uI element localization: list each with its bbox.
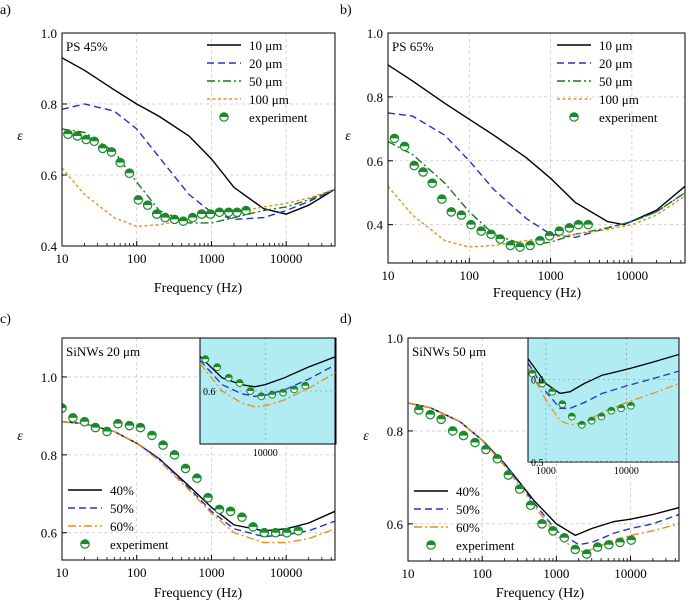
panel-b — [340, 3, 685, 301]
y-tick-label: 1.0 — [40, 369, 57, 385]
y-tick-label: 0.8 — [366, 89, 383, 105]
x-tick-label: 100 — [126, 565, 147, 580]
y-tick-label: 0.4 — [366, 217, 383, 233]
panel-d — [340, 312, 679, 600]
series-line-10-m — [388, 65, 685, 225]
x-axis-label: Frequency (Hz) — [492, 286, 582, 301]
x-tick-label: 100 — [472, 566, 492, 581]
x-tick-label: 1000 — [543, 566, 570, 581]
y-axis-label: ε — [363, 429, 369, 444]
legend-label: 60% — [456, 520, 480, 535]
legend-label: 10 μm — [249, 38, 283, 53]
panel-annotation: PS 45% — [66, 39, 108, 54]
legend-label: experiment — [249, 110, 308, 125]
series-line-50-m — [388, 142, 685, 246]
legend — [414, 484, 515, 553]
legend-label: 20 μm — [249, 56, 283, 71]
legend-label: 10 μm — [599, 38, 633, 53]
legend-label: 50 μm — [599, 74, 633, 89]
legend-label: 20 μm — [599, 56, 633, 71]
legend-label: 40% — [456, 484, 480, 499]
plot-frame — [388, 33, 685, 263]
x-tick-label: 10000 — [269, 251, 303, 266]
panel-label: c) — [0, 312, 11, 327]
legend-label: 50 μm — [249, 74, 283, 89]
legend — [68, 483, 169, 552]
x-tick-label: 10 — [55, 565, 69, 580]
legend-label: experiment — [456, 538, 515, 553]
inset-y-tick-label: 0.5 — [531, 458, 544, 469]
x-tick-label: 10 — [381, 268, 395, 283]
inset-background — [528, 338, 679, 462]
inset-x-tick-label: 1000 — [535, 466, 556, 477]
inset-y-tick-label: 0.6 — [531, 375, 544, 387]
legend-label: 60% — [110, 519, 134, 534]
legend-label: 50% — [110, 501, 134, 516]
panel-a — [0, 3, 335, 296]
y-tick-label: 1.0 — [40, 26, 57, 41]
plot-area — [62, 58, 335, 227]
x-tick-label: 10 — [401, 566, 415, 581]
x-tick-label: 10000 — [615, 268, 649, 283]
y-tick-label: 1.0 — [366, 26, 383, 41]
panel-annotation: PS 65% — [392, 39, 434, 54]
x-tick-label: 100 — [459, 268, 480, 283]
y-tick-label: 0.6 — [40, 168, 57, 183]
plot-area — [388, 65, 685, 251]
inset — [528, 338, 679, 477]
panel-annotation: SiNWs 50 μm — [412, 344, 487, 359]
inset-y-tick-label: 0.6 — [203, 387, 216, 398]
x-axis-label: Frequency (Hz) — [495, 586, 585, 600]
panel-annotation: SiNWs 20 μm — [66, 344, 141, 359]
inset — [200, 338, 336, 459]
y-tick-label: 1.0 — [386, 331, 403, 346]
x-axis-label: Frequency (Hz) — [153, 586, 243, 600]
x-axis-label: Frequency (Hz) — [153, 281, 243, 296]
legend — [557, 38, 658, 125]
y-tick-label: 0.8 — [386, 423, 403, 439]
legend-label: 100 μm — [599, 92, 639, 107]
panel-label: d) — [340, 312, 352, 327]
x-tick-label: 10000 — [614, 566, 647, 581]
y-axis-label: ε — [17, 429, 23, 444]
x-tick-label: 1000 — [198, 565, 225, 580]
series-line-50-m — [62, 129, 335, 223]
x-tick-label: 100 — [126, 251, 147, 266]
panel-label: b) — [340, 3, 352, 18]
legend-label: experiment — [110, 537, 169, 552]
legend-label: experiment — [599, 110, 658, 125]
x-tick-label: 10 — [55, 251, 69, 266]
y-axis-label: ε — [17, 129, 23, 144]
legend-label: 100 μm — [249, 92, 289, 107]
y-tick-label: 0.6 — [386, 516, 403, 532]
series-line-10-m — [62, 58, 335, 214]
panel-label: a) — [0, 3, 11, 18]
x-tick-label: 1000 — [198, 251, 225, 266]
series-line-100-m — [62, 168, 335, 227]
y-tick-label: 0.4 — [40, 239, 57, 254]
y-tick-label: 0.8 — [40, 447, 57, 463]
y-tick-label: 0.8 — [40, 97, 57, 112]
x-tick-label: 10000 — [269, 565, 303, 580]
y-tick-label: 0.6 — [366, 153, 383, 169]
y-tick-label: 0.6 — [40, 525, 57, 541]
x-tick-label: 1000 — [537, 268, 564, 283]
legend — [207, 38, 308, 125]
y-axis-label: ε — [345, 129, 351, 144]
panel-c — [0, 312, 336, 600]
inset-x-tick-label: 10000 — [613, 466, 639, 477]
inset-x-tick-label: 10000 — [252, 448, 278, 459]
legend-label: 50% — [456, 502, 480, 517]
legend-label: 40% — [110, 483, 134, 498]
